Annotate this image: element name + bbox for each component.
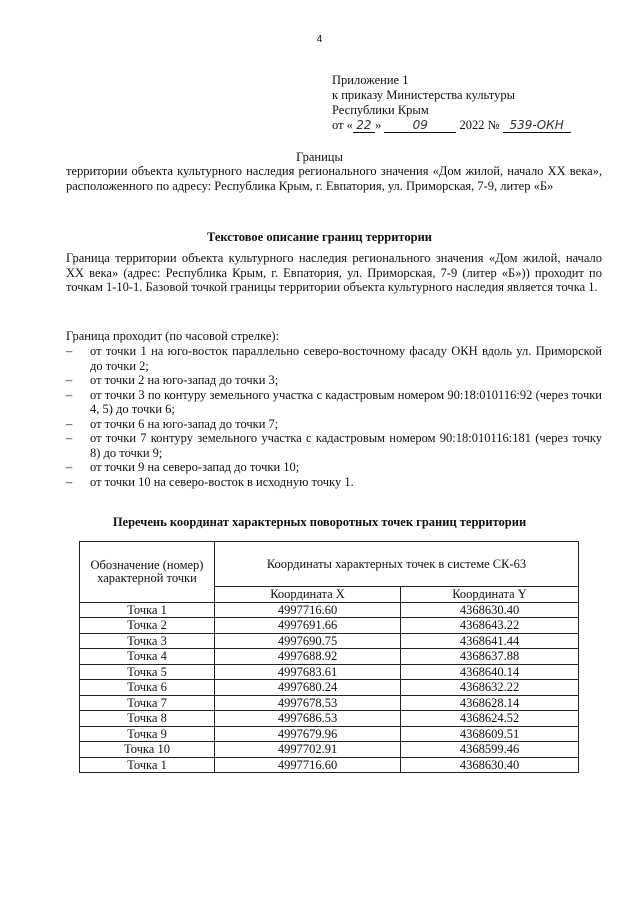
- boundary-list-item: – от точки 6 на юго-запад до точки 7;: [66, 416, 279, 431]
- table-row: Точка 5 4997683.61 4368640.14: [80, 664, 579, 680]
- appendix-line-2: к приказу Министерства культуры: [332, 88, 515, 102]
- boundary-list-item: – от точки 2 на юго-запад до точки 3;: [66, 373, 279, 387]
- order-date-line: [332, 118, 622, 133]
- date-mid: »: [374, 118, 382, 132]
- list-dash: –: [66, 387, 73, 402]
- list-dash: –: [66, 373, 73, 387]
- section-title-text-description: Текстовое описание границ территории: [206, 230, 433, 244]
- header-coordinate-system: Координаты характерных точек в системе СК-63: [215, 542, 579, 587]
- table-row: Точка 4 4997688.92 4368637.88: [80, 649, 579, 665]
- list-dash: –: [66, 460, 73, 474]
- list-dash: –: [66, 474, 73, 489]
- boundary-list-item: – от точки 10 на северо-восток в исходную точку 1.: [66, 474, 354, 489]
- boundary-list-item: – от точки 7 контуру земельного участка с кадастровым номером 90:18:010116:181 (через точку 8) до точки 9;: [66, 431, 602, 460]
- document-title: Границы: [296, 150, 343, 164]
- list-dash: –: [66, 416, 73, 431]
- table-row: Точка 8 4997686.53 4368624.52: [80, 711, 579, 727]
- page-number: 4: [316, 34, 323, 45]
- table-row: Точка 9 4997679.96 4368609.51: [80, 726, 579, 742]
- coordinates-table: [79, 541, 579, 773]
- boundary-list-item: – от точки 1 на юго-восток параллельно северо-восточному фасаду ОКН вдоль ул. Приморской до точки 2;: [66, 344, 602, 373]
- date-day: 22: [353, 119, 375, 133]
- table-row: Точка 7 4997678.53 4368628.14: [80, 695, 579, 711]
- table-row: Точка 1 4997716.60 4368630.40: [80, 602, 579, 618]
- boundary-intro: Граница проходит (по часовой стрелке):: [66, 329, 280, 343]
- header-coordinate-x: Координата X: [215, 587, 401, 603]
- date-prefix: от «: [332, 118, 353, 132]
- boundary-list: [66, 344, 602, 489]
- table-row: Точка 10 4997702.91 4368599.46: [80, 742, 579, 758]
- boundary-description-paragraph: Граница территории объекта культурного наследия регионального значения «Дом жилой, начало XX века» (адрес: Республика Крым, г. Евпатория, ул. Приморская, 7-9 (литер «Б»)) проходит по точкам 1-10-1. Базовой точкой границы территории объекта культурного наследия является точка 1.: [66, 251, 602, 294]
- table-row: Точка 3 4997690.75 4368641.44: [80, 633, 579, 649]
- appendix-line-1: Приложение 1: [332, 73, 409, 87]
- appendix-line-3: Республики Крым: [332, 103, 429, 117]
- boundary-list-item: – от точки 9 на северо-запад до точки 10;: [66, 460, 300, 474]
- table-header-row: [80, 542, 579, 587]
- date-month: 09: [384, 119, 456, 133]
- section-title-coordinates: Перечень координат характерных поворотных точек границ территории: [112, 515, 527, 529]
- header-coordinate-y: Координата Y: [401, 587, 579, 603]
- list-dash: –: [66, 344, 73, 358]
- list-dash: –: [66, 431, 73, 445]
- boundary-list-item: – от точки 3 по контуру земельного участка с кадастровым номером 90:18:010116:92 (через точки 4, 5) до точки 6;: [66, 387, 602, 416]
- table-row: Точка 1 4997716.60 4368630.40: [80, 757, 579, 773]
- order-number: 539-ОКН: [503, 119, 571, 133]
- date-year: 2022 №: [459, 118, 500, 132]
- appendix-block: [332, 73, 622, 133]
- document-subtitle: территории объекта культурного наследия регионального значения «Дом жилой, начало XX века», расположенного по адресу: Республика Крым, г. Евпатория, ул. Приморская, 7-9, литер «Б»: [66, 164, 602, 193]
- table-row: Точка 6 4997680.24 4368632.22: [80, 680, 579, 696]
- header-point-designation: Обозначение (номер) характерной точки: [80, 542, 215, 603]
- table-row: Точка 2 4997691.66 4368643.22: [80, 618, 579, 634]
